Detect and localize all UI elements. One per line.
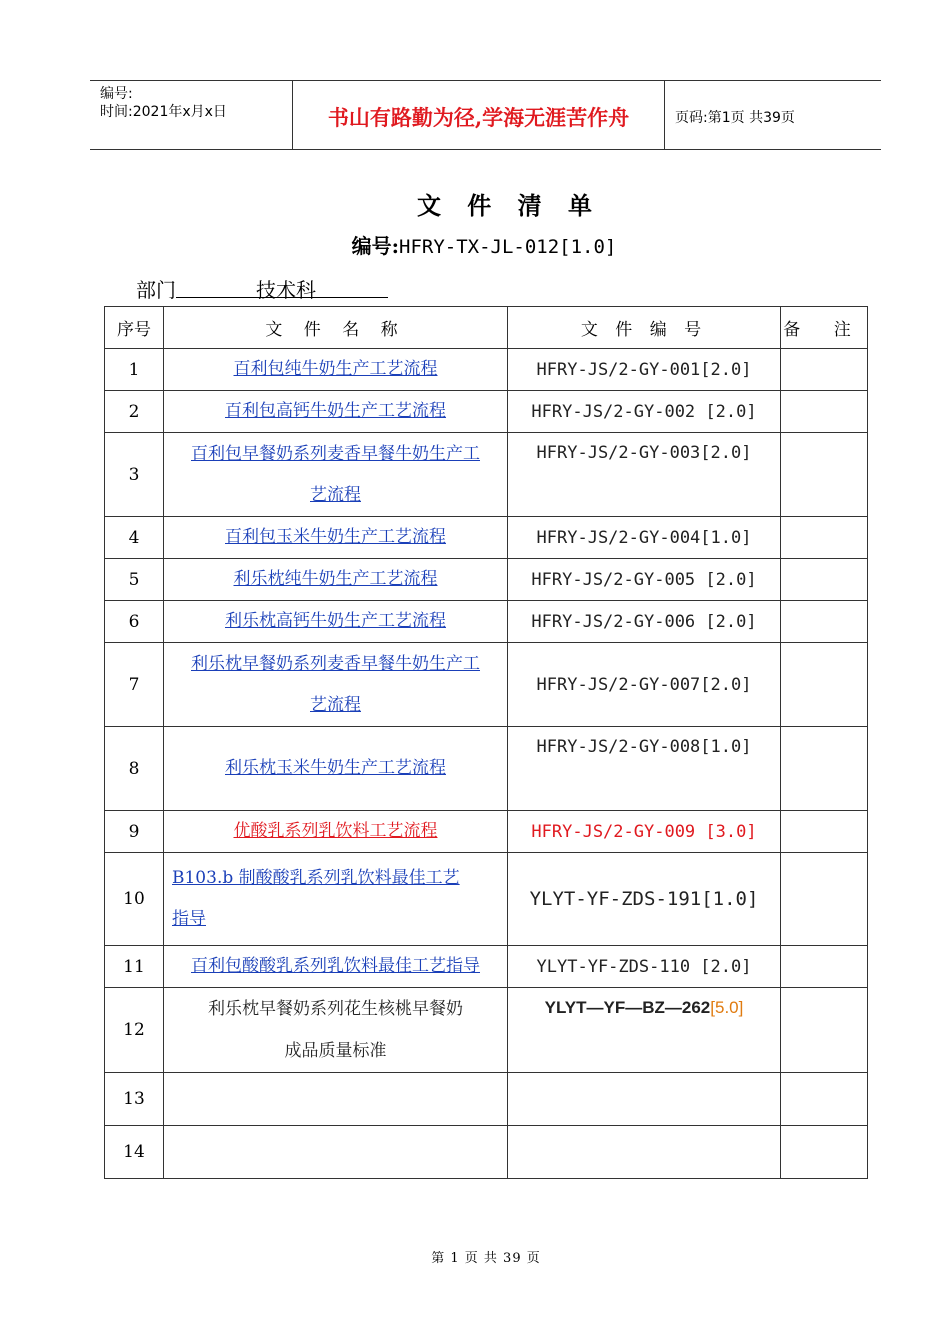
row-file-name <box>164 517 508 559</box>
row-index: 13 <box>105 1073 164 1126</box>
row-file-name <box>164 559 508 601</box>
file-code-version: [5.0] <box>710 998 744 1017</box>
row-remark <box>781 643 868 727</box>
row-remark <box>781 811 868 853</box>
header-motto: 书山有路勤为径,学海无涯苦作舟 <box>292 81 665 149</box>
department-line <box>136 274 388 300</box>
page-header <box>90 80 881 150</box>
header-file-code: 文 件 编 号 <box>508 307 781 349</box>
table-row <box>105 946 868 988</box>
file-link[interactable]: 百利包早餐奶系列麦香早餐牛奶生产工 <box>191 443 480 464</box>
file-link-continued[interactable]: 艺流程 <box>310 484 361 505</box>
table-row <box>105 811 868 853</box>
document-title: 文 件 清 单 <box>416 192 602 220</box>
row-remark <box>781 391 868 433</box>
file-link[interactable]: 百利包玉米牛奶生产工艺流程 <box>225 527 446 547</box>
row-index: 7 <box>105 643 164 727</box>
row-file-name <box>164 391 508 433</box>
header-file-name: 文 件 名 称 <box>164 307 508 349</box>
file-link-continued[interactable]: 指导 <box>172 909 206 929</box>
page-footer: 第 1 页 共 39 页 <box>431 1251 541 1266</box>
row-file-code <box>508 1073 781 1126</box>
table-row <box>105 559 868 601</box>
table-row <box>105 433 868 517</box>
row-file-code: YLYT-YF-ZDS-110 [2.0] <box>508 946 781 988</box>
department-label: 部门 <box>136 278 176 302</box>
row-index: 11 <box>105 946 164 988</box>
row-remark <box>781 601 868 643</box>
row-file-code: HFRY-JS/2-GY-008[1.0] <box>508 727 781 811</box>
table-row <box>105 988 868 1073</box>
row-index: 14 <box>105 1126 164 1179</box>
row-file-name <box>164 853 508 946</box>
file-link[interactable]: 百利包高钙牛奶生产工艺流程 <box>225 401 446 421</box>
row-index: 12 <box>105 988 164 1073</box>
department-underline <box>176 274 388 302</box>
file-link[interactable]: 优酸乳系列乳饮料工艺流程 <box>233 821 438 841</box>
file-link[interactable]: 利乐枕纯牛奶生产工艺流程 <box>233 569 438 589</box>
header-meta <box>90 81 292 149</box>
file-link[interactable]: B103.b 制酸酸乳系列乳饮料最佳工艺 <box>172 868 460 888</box>
table-row <box>105 391 868 433</box>
table-header-row <box>105 307 868 349</box>
row-file-name <box>164 727 508 811</box>
row-file-name <box>164 946 508 988</box>
table-row <box>105 517 868 559</box>
row-index: 3 <box>105 433 164 517</box>
department-value: 技术科 <box>256 278 316 302</box>
row-index: 5 <box>105 559 164 601</box>
table-row <box>105 853 868 946</box>
table-row <box>105 1126 868 1179</box>
row-remark <box>781 1073 868 1126</box>
row-file-code: HFRY-JS/2-GY-002 [2.0] <box>508 391 781 433</box>
row-file-code: HFRY-JS/2-GY-009 [3.0] <box>508 811 781 853</box>
row-file-code: HFRY-JS/2-GY-003[2.0] <box>508 433 781 517</box>
document-code-label: 编号: <box>351 234 400 258</box>
row-file-name <box>164 349 508 391</box>
row-file-code: HFRY-JS/2-GY-006 [2.0] <box>508 601 781 643</box>
row-index: 2 <box>105 391 164 433</box>
row-index: 9 <box>105 811 164 853</box>
row-file-name <box>164 601 508 643</box>
row-index: 1 <box>105 349 164 391</box>
row-index: 4 <box>105 517 164 559</box>
table-row <box>105 1073 868 1126</box>
row-remark <box>781 433 868 517</box>
table-row <box>105 601 868 643</box>
row-file-code: HFRY-JS/2-GY-004[1.0] <box>508 517 781 559</box>
row-file-code: HFRY-JS/2-GY-001[2.0] <box>508 349 781 391</box>
document-code <box>0 230 950 259</box>
file-name-line-2: 成品质量标准 <box>284 1041 387 1061</box>
table-row <box>105 643 868 727</box>
row-index: 10 <box>105 853 164 946</box>
row-file-name <box>164 643 508 727</box>
row-remark <box>781 853 868 946</box>
row-remark <box>781 988 868 1073</box>
header-remark: 备 注 <box>781 307 868 349</box>
row-remark <box>781 727 868 811</box>
file-list-table <box>104 306 868 1179</box>
file-link-continued[interactable]: 艺流程 <box>310 694 361 715</box>
table-row <box>105 349 868 391</box>
file-link[interactable]: 利乐枕早餐奶系列麦香早餐牛奶生产工 <box>191 653 480 674</box>
row-file-code: HFRY-JS/2-GY-005 [2.0] <box>508 559 781 601</box>
row-file-code: YLYT-YF-ZDS-191[1.0] <box>508 853 781 946</box>
row-remark <box>781 1126 868 1179</box>
row-file-name <box>164 811 508 853</box>
row-remark <box>781 349 868 391</box>
row-file-code <box>508 988 781 1073</box>
row-remark <box>781 517 868 559</box>
file-link[interactable]: 利乐枕高钙牛奶生产工艺流程 <box>225 611 446 631</box>
file-link[interactable]: 利乐枕玉米牛奶生产工艺流程 <box>225 758 446 778</box>
row-file-code <box>508 1126 781 1179</box>
row-remark <box>781 559 868 601</box>
file-link[interactable]: 百利包酸酸乳系列乳饮料最佳工艺指导 <box>191 956 480 976</box>
row-remark <box>781 946 868 988</box>
header-index: 序号 <box>105 307 164 349</box>
header-page-label: 页码:第1页 共39页 <box>675 110 795 126</box>
row-file-name <box>164 988 508 1073</box>
row-index: 8 <box>105 727 164 811</box>
row-file-name <box>164 1073 508 1126</box>
header-time-label: 时间:2021年x月x日 <box>100 104 227 120</box>
header-number-label: 编号: <box>100 86 133 102</box>
file-name-line-1: 利乐枕早餐奶系列花生核桃早餐奶 <box>208 999 463 1019</box>
row-file-code: HFRY-JS/2-GY-007[2.0] <box>508 643 781 727</box>
file-link[interactable]: 百利包纯牛奶生产工艺流程 <box>233 359 438 379</box>
row-file-name <box>164 1126 508 1179</box>
document-code-value: HFRY-TX-JL-012[1.0] <box>399 236 617 258</box>
row-index: 6 <box>105 601 164 643</box>
row-file-name <box>164 433 508 517</box>
table-row <box>105 727 868 811</box>
file-code-main: YLYT—YF—BZ—262 <box>544 998 711 1017</box>
